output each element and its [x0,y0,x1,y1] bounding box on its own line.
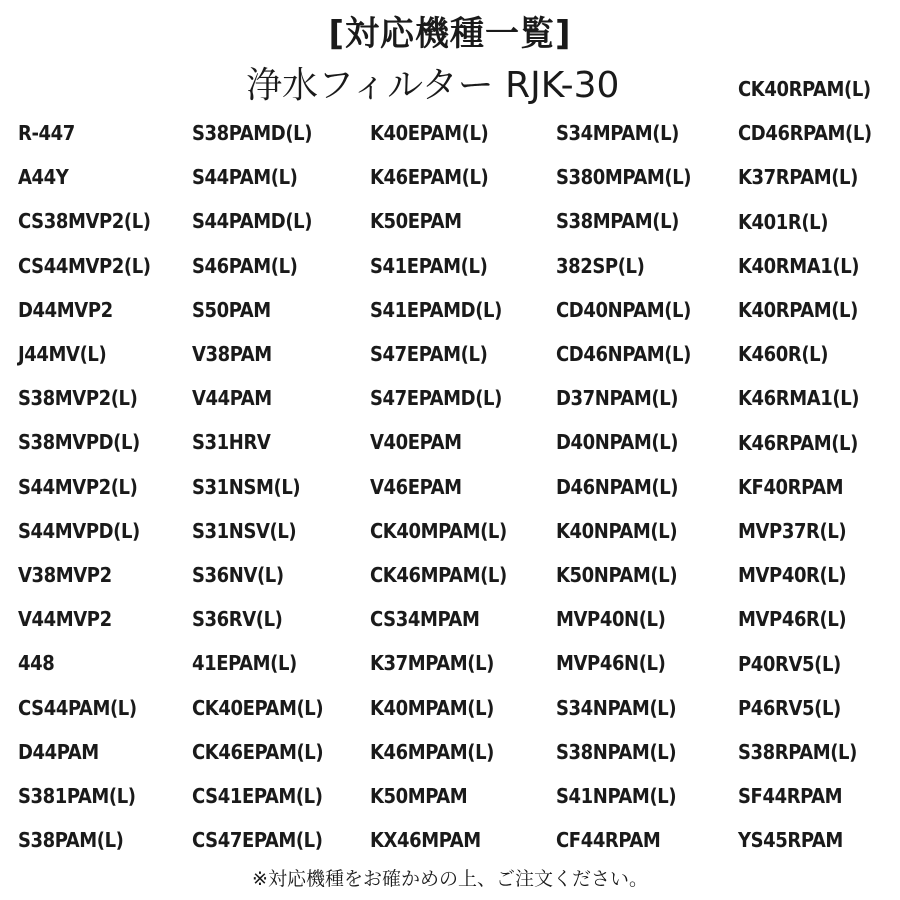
model-cell: 382SP(L) [556,253,645,278]
model-cell: MVP46R(L) [738,607,847,632]
model-cell: CF44RPAM [556,828,661,853]
model-cell: V44MVP2 [18,607,112,632]
model-cell: D44PAM [18,739,99,764]
model-cell: K40NPAM(L) [556,518,678,543]
model-cell: K50MPAM [370,784,468,808]
model-cell: CK40EPAM(L) [192,695,324,720]
model-cell: S31NSV(L) [192,518,297,543]
model-cell: S44MVPD(L) [18,518,140,543]
model-cell: K460R(L) [738,342,829,367]
model-cell: S38PAMD(L) [192,121,313,145]
model-cell: S38MVPD(L) [18,430,140,455]
model-cell: D40NPAM(L) [556,430,679,455]
model-cell: CK40RPAM(L) [738,77,871,101]
model-cell: K40RPAM(L) [738,298,858,322]
model-cell: KX46MPAM [370,828,481,853]
model-cell: K40EPAM(L) [370,121,489,145]
model-cell: K46EPAM(L) [370,165,489,190]
model-cell: S44MVP2(L) [18,474,138,499]
model-cell: V38MVP2 [18,563,112,587]
model-cell: S50PAM [192,297,271,322]
model-cell: S38MVP2(L) [18,386,138,411]
model-cell: S34NPAM(L) [556,695,677,720]
model-cell: K46MPAM(L) [370,739,494,764]
model-cell: S38PAM(L) [18,828,124,853]
model-cell: A44Y [18,165,69,190]
model-cell: K37RPAM(L) [738,165,858,190]
model-cell: K401R(L) [738,209,829,234]
model-cell: CS47EPAM(L) [192,828,323,853]
product-subtitle: 浄水フィルター RJK-30 [246,65,620,106]
model-cell: CD46NPAM(L) [556,342,691,366]
model-cell: S34MPAM(L) [556,121,680,145]
model-cell: S41EPAM(L) [370,253,488,278]
model-cell: 448 [18,651,55,676]
footnote: ※対応機種をお確かめの上、ご注文ください。 [252,868,648,890]
model-cell: K50NPAM(L) [556,563,678,587]
model-cell: S38NPAM(L) [556,739,677,764]
model-cell: K50EPAM [370,209,462,234]
model-cell: D37NPAM(L) [556,386,679,411]
model-cell: K37MPAM(L) [370,651,494,676]
model-cell: CD46RPAM(L) [738,121,872,146]
model-cell: CS38MVP2(L) [18,209,151,234]
model-cell: S47EPAM(L) [370,342,488,366]
model-cell: V38PAM [192,342,272,366]
model-cell: MVP40N(L) [556,607,666,632]
model-cell: S41EPAMD(L) [370,297,502,322]
model-cell: MVP40R(L) [738,563,847,588]
model-cell: J44MV(L) [18,342,107,366]
model-cell: S380MPAM(L) [556,165,692,190]
model-cell: R-447 [18,121,75,145]
model-cell: CD40NPAM(L) [556,297,691,322]
model-cell: CK40MPAM(L) [370,518,507,543]
model-cell: S36NV(L) [192,563,284,587]
model-cell: S44PAMD(L) [192,209,313,234]
model-cell: CS44PAM(L) [18,695,137,720]
model-cell: V46EPAM [370,474,462,499]
model-cell: S44PAM(L) [192,165,298,190]
model-cell: CS44MVP2(L) [18,253,151,278]
model-cell: YS45RPAM [738,828,843,853]
model-cell: D46NPAM(L) [556,474,679,499]
model-cell: CS41EPAM(L) [192,784,323,808]
model-cell: V40EPAM [370,430,462,455]
model-cell: K40RMA1(L) [738,253,860,278]
model-cell: SF44RPAM [738,784,843,809]
model-cell: S38MPAM(L) [556,209,680,234]
model-cell: S46PAM(L) [192,253,298,278]
model-cell: K46RPAM(L) [738,430,858,455]
model-cell: D44MVP2 [18,297,113,322]
model-cell: MVP46N(L) [556,651,666,676]
model-cell: P46RV5(L) [738,695,841,720]
model-cell: KF40RPAM [738,474,844,499]
model-cell: CK46EPAM(L) [192,739,324,764]
model-cell: CS34MPAM [370,607,480,632]
model-cell: V44PAM [192,386,272,411]
model-cell: 41EPAM(L) [192,651,297,676]
model-cell: P40RV5(L) [738,651,841,676]
model-cell: S36RV(L) [192,607,283,632]
model-cell: K46RMA1(L) [738,386,860,411]
model-cell: S31NSM(L) [192,474,301,499]
page-title: [対応機種一覧] [328,14,572,54]
model-cell: S47EPAMD(L) [370,386,502,411]
model-cell: S38RPAM(L) [738,740,857,764]
model-cell: S381PAM(L) [18,784,136,808]
model-cell: CK46MPAM(L) [370,563,507,587]
model-cell: K40MPAM(L) [370,695,494,720]
model-cell: S41NPAM(L) [556,784,677,808]
model-cell: S31HRV [192,430,271,455]
model-cell: MVP37R(L) [738,519,847,543]
